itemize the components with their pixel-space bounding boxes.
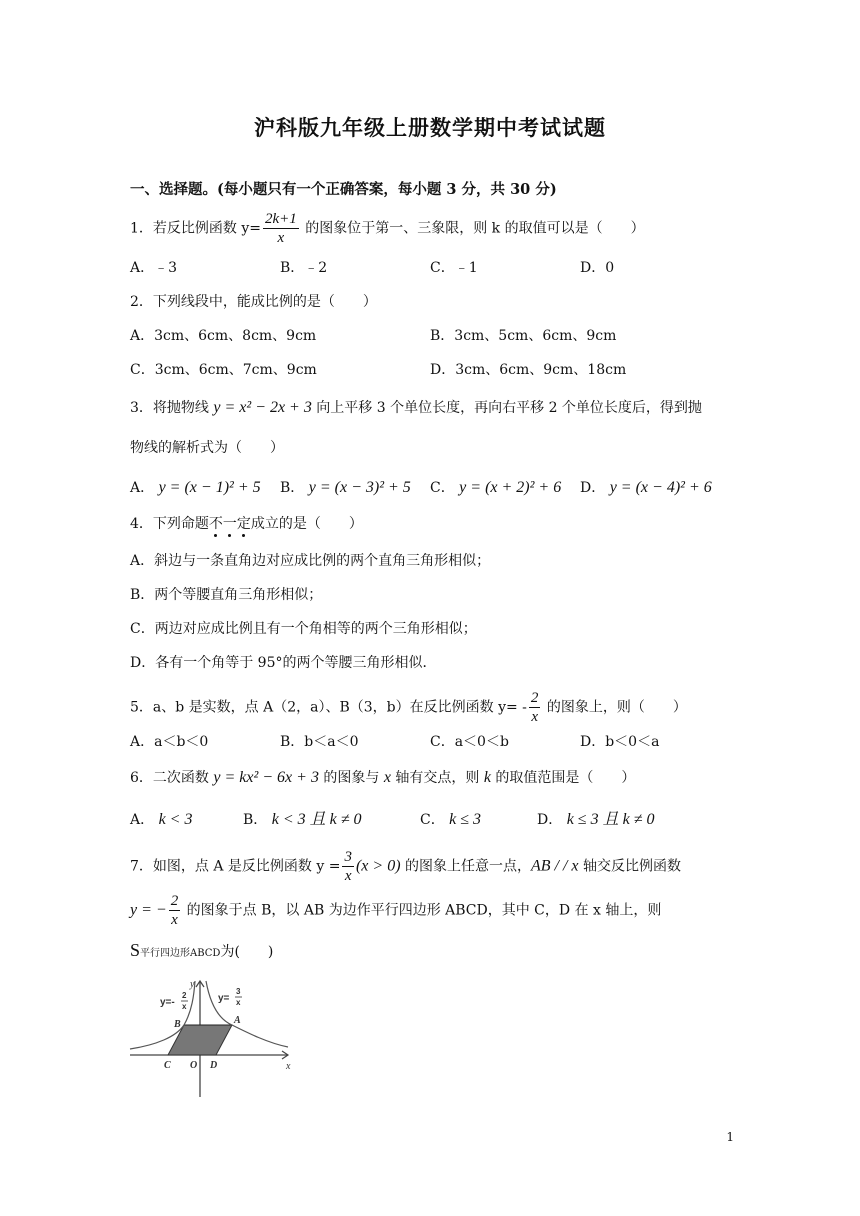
q4-option-c: C．两边对应成比例且有一个角相等的两个三角形相似；: [130, 621, 477, 637]
q1-pre: 1．若反比例函数 y=: [130, 220, 261, 237]
q6-option-b-expr: k < 3 且 k ≠ 0: [271, 811, 362, 828]
label-axis-y: y: [190, 979, 195, 990]
label-point-b: B: [174, 1019, 181, 1030]
q4-pre: 4．下列命题: [130, 516, 209, 532]
label-axis-x: x: [286, 1061, 291, 1072]
q2-option-b: B．3cm、5cm、6cm、9cm: [430, 328, 617, 344]
q7-l2-fraction: [169, 892, 181, 929]
q3-post: 向上平移 3 个单位长度，再向右平移 2 个单位长度后，得到抛: [311, 400, 702, 416]
q1-fraction: [263, 210, 299, 247]
q7-l2-frac-num: 2: [170, 893, 179, 909]
q1-option-d: D．0: [580, 260, 615, 276]
q7-pre: 7．如图，点 A 是反比例函数 y =: [130, 858, 341, 875]
q1-frac-num: 2k+1: [265, 211, 297, 227]
q1-post: 的图象位于第一、三象限，则 k 的取值可以是（ ）: [300, 220, 645, 237]
q7-frac-den: x: [344, 868, 352, 884]
page-number: 1: [726, 1130, 734, 1144]
question-3: [130, 398, 702, 418]
q7-figure: [126, 975, 296, 1100]
q3-option-c-expr: y = (x + 2)² + 6: [459, 479, 562, 496]
q7-l2-post: 的图象于点 B，以 AB 为边作平行四边形 ABCD，其中 C，D 在 x 轴上，则: [182, 902, 662, 919]
q3-option-a: [130, 478, 261, 498]
q6-option-d: [537, 810, 654, 830]
q6-option-c-label: C．: [420, 812, 445, 828]
q7-l2-pre: y = −: [130, 901, 167, 919]
question-2: 2．下列线段中，能成比例的是（ ）: [130, 294, 377, 310]
q3-option-d-expr: y = (x − 4)² + 6: [609, 479, 712, 496]
q3-pre: 3．将抛物线: [130, 400, 214, 416]
q3-option-d-label: D．: [580, 480, 606, 496]
label-right-den: x: [236, 998, 241, 1007]
label-point-c: C: [164, 1060, 171, 1071]
q7-post: 的图象上任意一点，: [400, 858, 531, 875]
q7-post2: 轴交反比例函数: [578, 858, 681, 875]
q7-ab-parallel: AB / / x: [530, 857, 579, 875]
q6-option-a-label: A．: [130, 812, 155, 828]
q1-option-b: B．﹣2: [280, 260, 328, 276]
q4-emph-3: 定: [236, 516, 251, 532]
label-point-a: A: [234, 1015, 241, 1026]
q4-emph-2: 一: [222, 516, 237, 532]
q4-option-a: A．斜边与一条直角边对应成比例的两个直角三角形相似；: [130, 553, 491, 569]
q5-post: 的图象上，则（ ）: [542, 699, 687, 716]
q3-option-d: [580, 478, 712, 498]
q3-expression: y = x² − 2x + 3: [213, 399, 312, 416]
q5-fraction: [529, 689, 541, 726]
question-7: [130, 848, 681, 885]
q6-expression: y = kx² − 6x + 3: [213, 769, 319, 786]
q2-option-c: C．3cm、6cm、7cm、9cm: [130, 362, 317, 378]
label-right-prefix: y=: [218, 993, 230, 1004]
q3-option-b: [280, 478, 411, 498]
q5-frac-den: x: [531, 709, 538, 725]
q5-pre: 5．a、b 是实数，点 A（2，a）、B（3，b）在反比例函数 y= -: [130, 699, 527, 716]
q7-frac-num: 3: [344, 849, 352, 865]
q5-frac-num: 2: [530, 690, 539, 706]
label-right-num: 3: [236, 987, 241, 996]
q3-option-c-label: C．: [430, 480, 455, 496]
label-left-den: x: [182, 1002, 187, 1011]
question-6: [130, 768, 635, 788]
q6-option-a: [130, 810, 192, 830]
label-point-d: D: [210, 1060, 218, 1071]
q2-option-a: A．3cm、6cm、8cm、9cm: [130, 328, 317, 344]
q3-option-a-expr: y = (x − 1)² + 5: [158, 479, 261, 496]
q7-line2: [130, 892, 661, 929]
q6-var-x: x: [383, 769, 391, 786]
q5-option-c: C．a＜0＜b: [430, 734, 509, 750]
q6-option-d-label: D．: [537, 812, 563, 828]
page-title: 沪科版九年级上册数学期中考试试题: [254, 115, 606, 140]
q2-option-d: D．3cm、6cm、9cm、18cm: [430, 362, 627, 378]
q6-mid: 的图象与: [318, 770, 384, 786]
label-left-num: 2: [182, 991, 187, 1000]
question-4: [130, 514, 363, 534]
q7-s-symbol: S: [130, 940, 141, 960]
q6-pre: 6．二次函数: [130, 770, 214, 786]
q6-option-c-expr: k ≤ 3: [449, 811, 482, 828]
q1-option-a: A．﹣3: [130, 260, 178, 276]
q4-option-d: D．各有一个角等于 95°的两个等腰三角形相似．: [130, 655, 437, 671]
q3-option-c: [430, 478, 561, 498]
q6-option-c: [420, 810, 481, 830]
q5-option-b: B．b＜a＜0: [280, 734, 359, 750]
q4-post: 成立的是（ ）: [250, 516, 363, 532]
question-1: [130, 210, 645, 247]
q1-frac-den: x: [277, 230, 285, 246]
q6-tail: 的取值范围是（ ）: [490, 770, 636, 786]
q5-option-a: A．a＜b＜0: [130, 734, 209, 750]
label-left-prefix: y=-: [160, 997, 175, 1008]
q7-line3: [130, 940, 273, 964]
q6-option-a-expr: k < 3: [158, 811, 193, 828]
q7-fraction: [342, 848, 354, 885]
q7-s-subscript: 平行四边形ABCD: [140, 948, 221, 959]
q7-l2-frac-den: x: [171, 912, 178, 928]
q3-line2: 物线的解析式为（ ）: [130, 440, 284, 456]
q7-l3-post: 为( ): [220, 944, 274, 960]
q3-option-a-label: A．: [130, 480, 155, 496]
q6-var-k: k: [483, 769, 491, 786]
q3-option-b-expr: y = (x − 3)² + 5: [308, 479, 411, 496]
q6-option-b: [243, 810, 362, 830]
question-5: [130, 689, 687, 726]
q6-option-b-label: B．: [243, 812, 268, 828]
q6-post: 轴有交点，则: [390, 770, 484, 786]
q1-option-c: C．﹣1: [430, 260, 478, 276]
q7-condition: (x > 0): [355, 857, 401, 875]
q6-option-d-expr: k ≤ 3 且 k ≠ 0: [566, 811, 655, 828]
q4-emph-1: 不: [208, 516, 223, 532]
q5-option-d: D．b＜0＜a: [580, 734, 660, 750]
q3-option-b-label: B．: [280, 480, 305, 496]
q4-option-b: B．两个等腰直角三角形相似；: [130, 587, 323, 603]
section-heading: 一、选择题。(每小题只有一个正确答案，每小题 3 分，共 30 分): [130, 181, 557, 198]
label-point-o: O: [190, 1060, 198, 1071]
